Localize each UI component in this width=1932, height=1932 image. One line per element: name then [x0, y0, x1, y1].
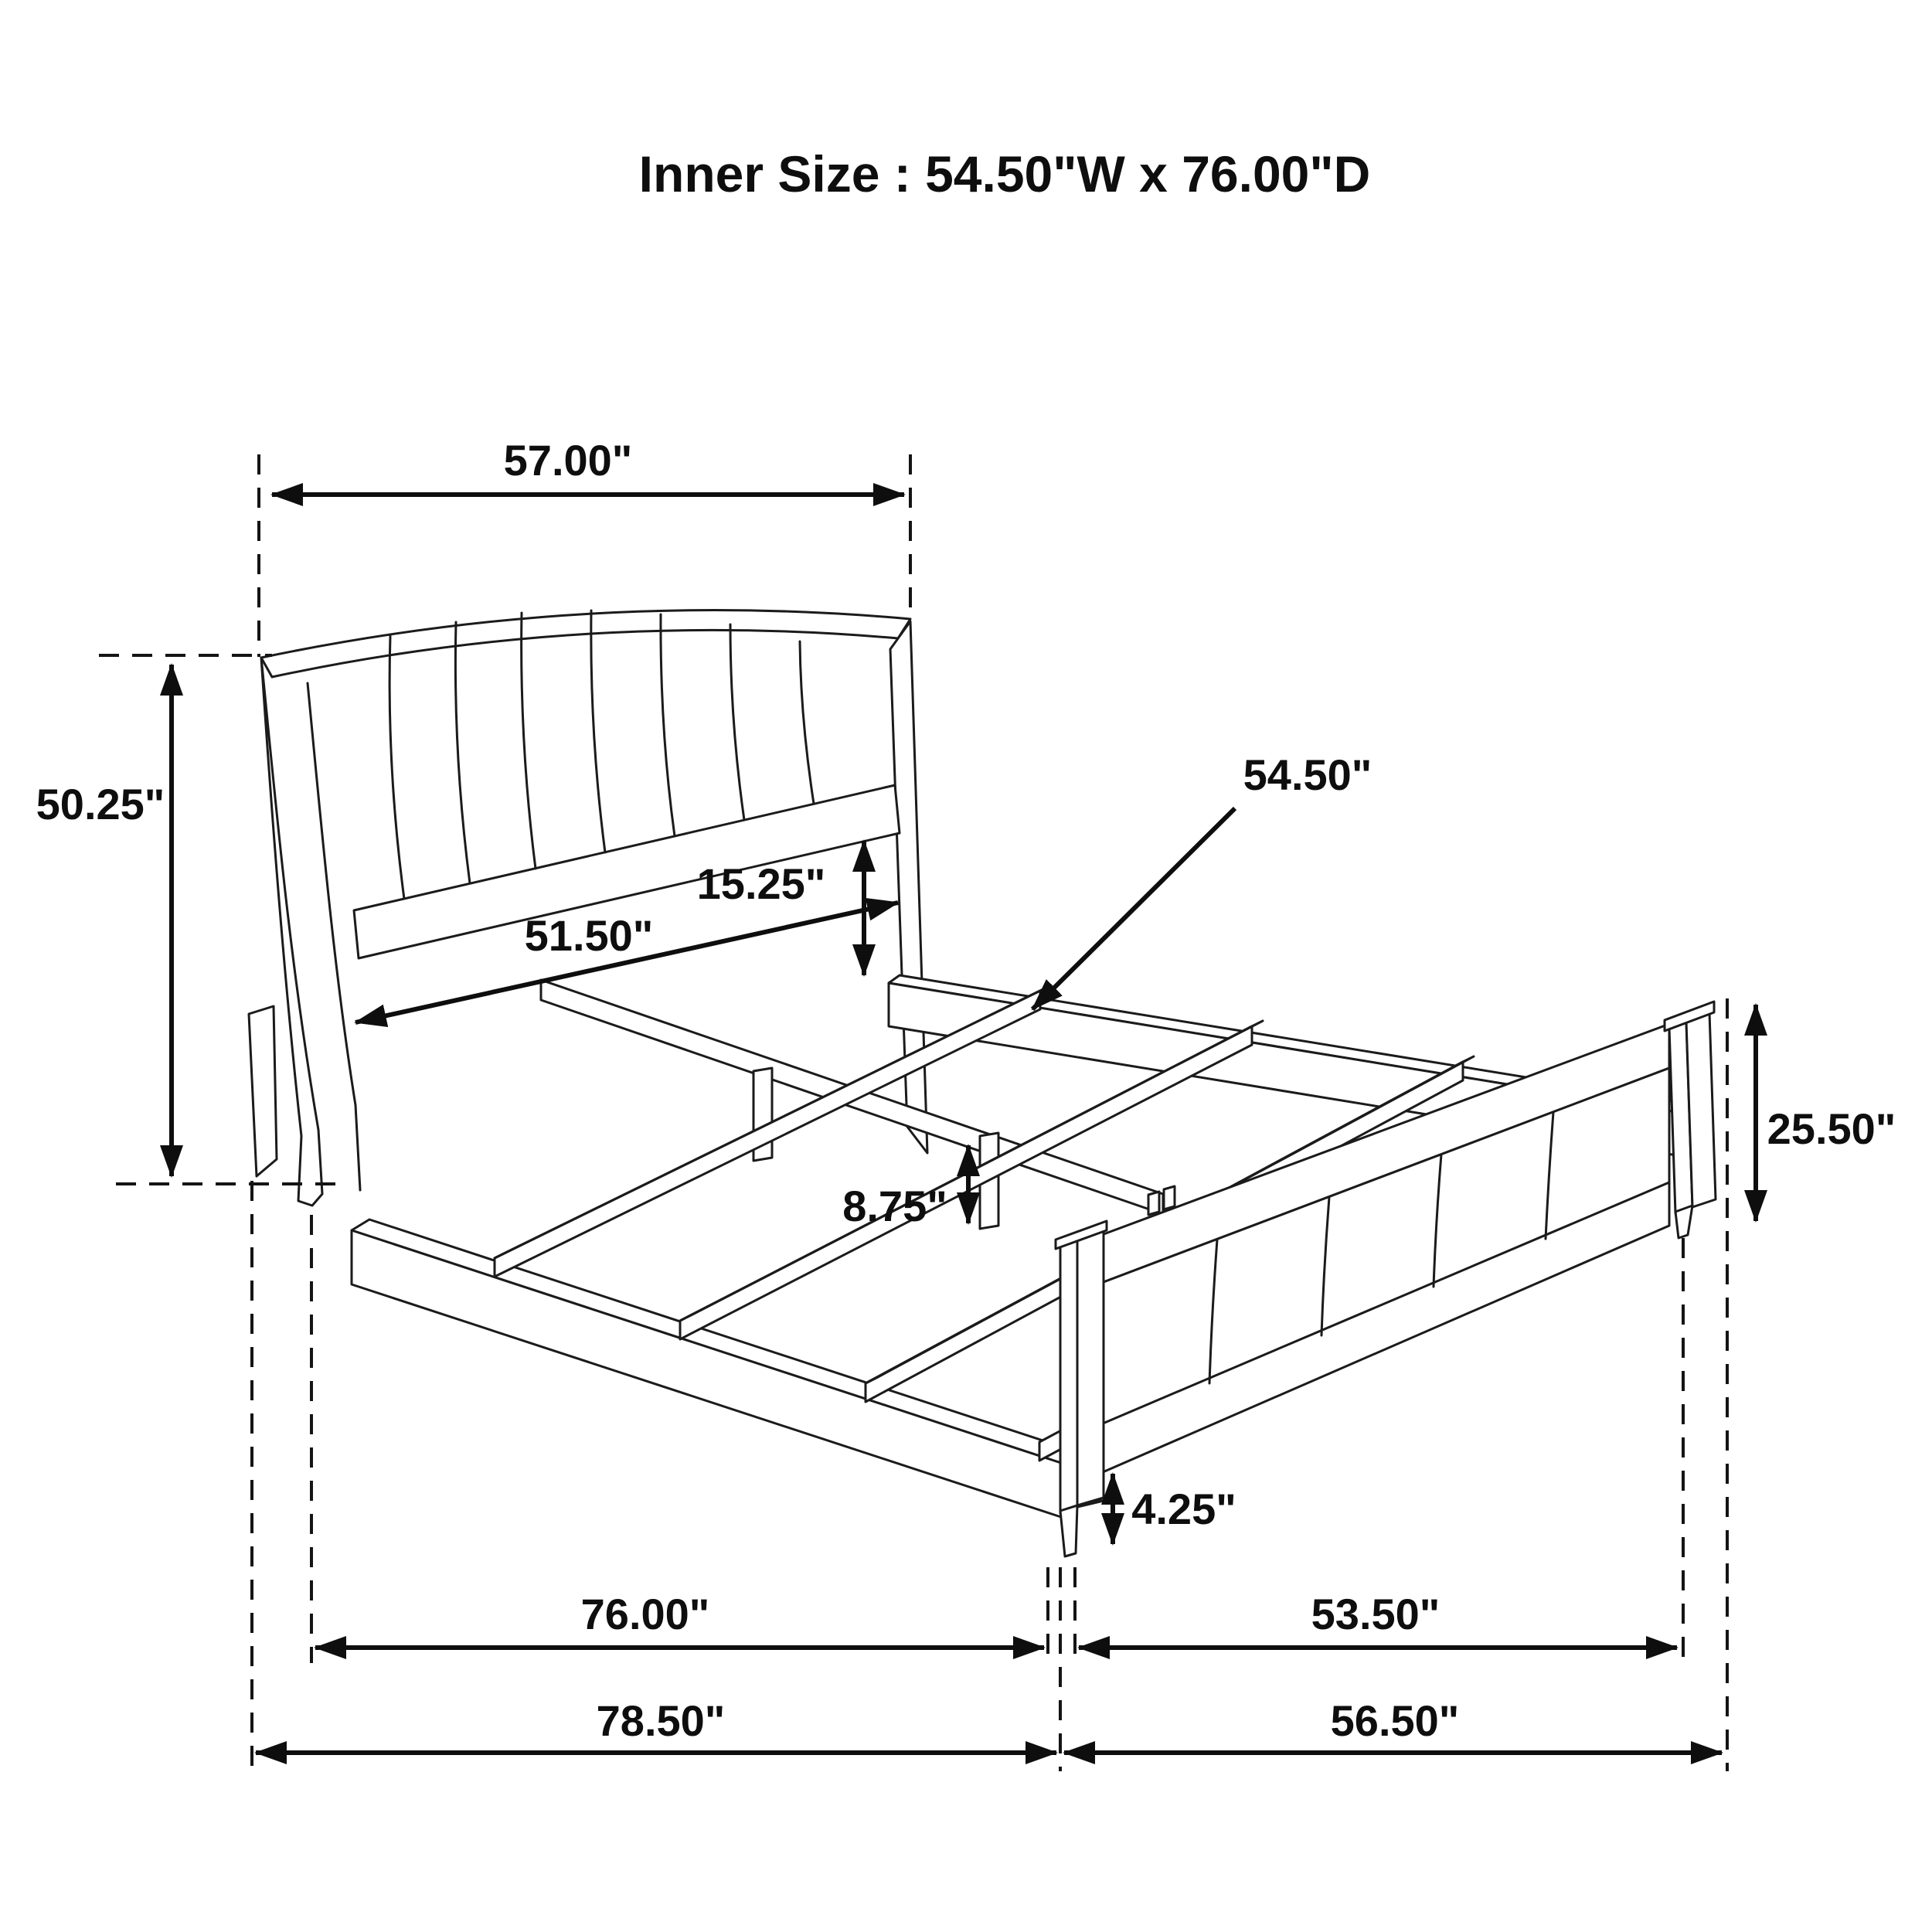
- label-inner-width: 51.50": [524, 911, 654, 960]
- diagram-title: Inner Size : 54.50"W x 76.00"D: [638, 145, 1371, 202]
- label-slat-length: 54.50": [1243, 750, 1372, 799]
- label-footboard-outer: 56.50": [1330, 1696, 1460, 1745]
- label-outer-depth: 78.50": [596, 1696, 726, 1745]
- label-footboard-inner: 53.50": [1311, 1590, 1440, 1638]
- bed-drawing: [249, 611, 1716, 1556]
- label-leg-clearance: 4.25": [1131, 1485, 1236, 1533]
- label-headboard-height: 50.25": [36, 780, 165, 828]
- label-panel-gap: 15.25": [696, 859, 826, 908]
- label-center-leg: 8.75": [842, 1182, 947, 1230]
- headboard-top-cap: [261, 611, 910, 677]
- footboard-near-post-front: [1060, 1239, 1077, 1513]
- dim-slat-leader-arrow: [1032, 808, 1235, 1009]
- label-inner-depth: 76.00": [580, 1590, 710, 1638]
- label-footboard-height: 25.50": [1767, 1104, 1896, 1153]
- footboard-far-post-side: [1686, 1012, 1716, 1207]
- headboard-rear-leg: [249, 1006, 277, 1176]
- center-rail-bracket: [1148, 1192, 1159, 1215]
- near-side-rail: [352, 1230, 1063, 1518]
- center-rail-bracket-2: [1164, 1186, 1175, 1209]
- label-headboard-width: 57.00": [503, 436, 633, 485]
- footboard-near-post-side: [1077, 1230, 1104, 1507]
- footboard-far-leg-taper: [1675, 1206, 1692, 1238]
